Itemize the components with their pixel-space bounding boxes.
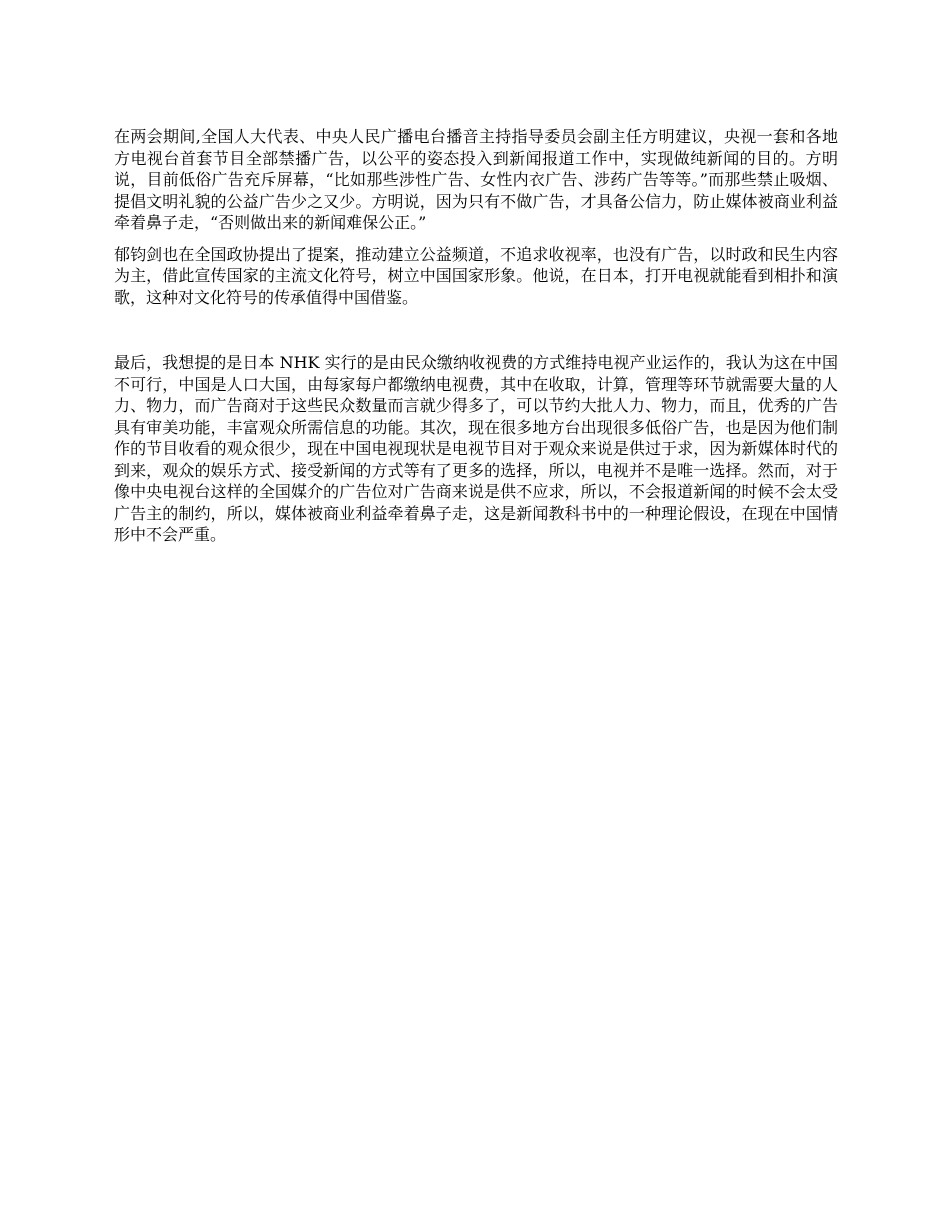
paragraph-fang-ming-proposal: 在两会期间,全国人大代表、中央人民广播电台播音主持指导委员会副主任方明建议，央视一套和各地方电视台首套节目全部禁播广告，以公平的姿态投入到新闻报道工作中，实现做纯新闻的目的。方明说，目前低俗广告充斥屏幕，“比如那些涉性广告、女性内衣广告、涉药广告等等。”而那些禁止吸烟、提倡文明礼貌的公益广告少之又少。方明说，因为只有不做广告，才具备公信力，防止媒体被商业利益牵着鼻子走，“否则做出来的新闻难保公正。” xyxy=(114,127,838,232)
paragraph-yu-junjian-proposal: 郁钧剑也在全国政协提出了提案，推动建立公益频道，不追求收视率，也没有广告，以时政和民生内容为主，借此宣传国家的主流文化符号，树立中国国家形象。他说，在日本，打开电视就能看到相扑和演歌，这种对文化符号的传承值得中国借鉴。 xyxy=(114,244,838,307)
document-body xyxy=(114,126,838,546)
paragraph-author-opinion: 最后，我想提的是日本 NHK 实行的是由民众缴纳收视费的方式维持电视产业运作的，我认为这在中国不可行，中国是人口大国，由每家每户都缴纳电视费，其中在收取，计算，管理等环节就需要大量的人力、物力，而广告商对于这些民众数量而言就少得多了，可以节约大批人力、物力，而且，优秀的广告具有审美功能，丰富观众所需信息的功能。其次，现在很多地方台出现很多低俗广告，也是因为他们制作的节目收看的观众很少，现在中国电视现状是电视节目对于观众来说是供过于求，因为新媒体时代的到来，观众的娱乐方式、接受新闻的方式等有了更多的选择，所以，电视并不是唯一选择。然而，对于像中央电视台这样的全国媒介的广告位对广告商来说是供不应求，所以，不会报道新闻的时候不会太受广告主的制约，所以，媒体被商业利益牵着鼻子走，这是新闻教科书中的一种理论假设，在现在中国情形中不会严重。 xyxy=(114,353,838,544)
